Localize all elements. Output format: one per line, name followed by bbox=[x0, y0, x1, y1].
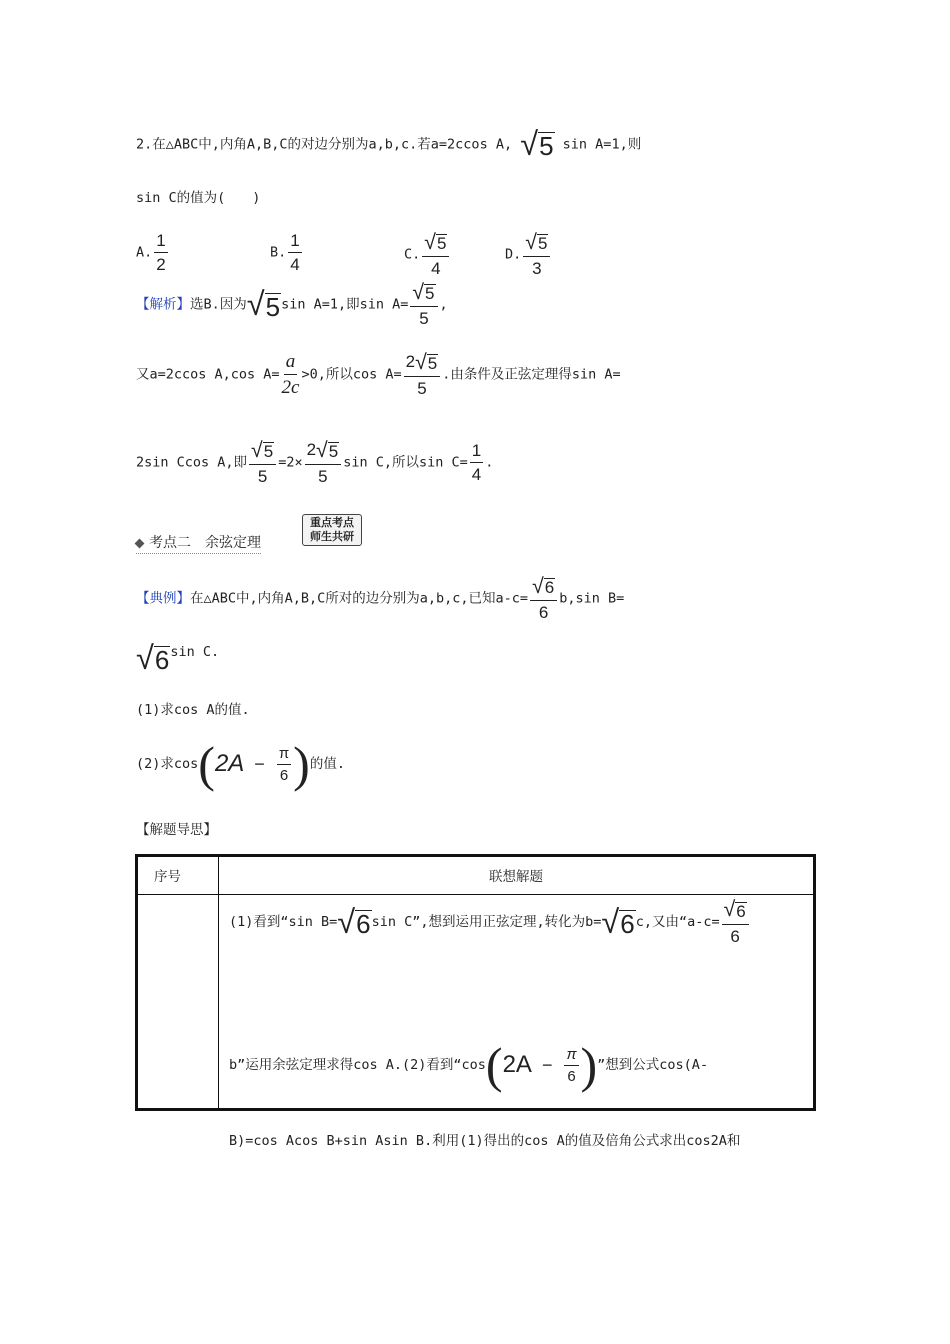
q2-line1 bbox=[136, 126, 642, 162]
section-heading bbox=[136, 533, 261, 554]
minus-sign: − bbox=[254, 754, 265, 774]
fraction bbox=[404, 352, 441, 397]
sqrt-expression: √ 5 bbox=[525, 230, 548, 254]
coefficient: 2 bbox=[405, 352, 416, 372]
solution-text: sin C,所以sin C= bbox=[343, 454, 468, 471]
left-paren: ( bbox=[198, 736, 215, 792]
part1-text: (1)求cos A的值. bbox=[136, 702, 250, 718]
coefficient: 2 bbox=[306, 440, 317, 460]
radicand: 5 bbox=[265, 291, 281, 322]
sqrt-expression: √ 6 bbox=[723, 897, 746, 922]
sqrt5-expression: √ 5 bbox=[520, 126, 554, 162]
example-line1 bbox=[136, 576, 624, 624]
q2-question-text: sin C的值为( ) bbox=[136, 190, 261, 206]
denominator: 6 bbox=[730, 926, 740, 946]
radicand: 6 bbox=[736, 901, 746, 921]
denominator: 6 bbox=[567, 1067, 576, 1085]
denominator: 5 bbox=[419, 309, 429, 329]
solution-text: sin A=1,即sin A= bbox=[281, 296, 409, 313]
guide-heading bbox=[136, 820, 217, 840]
guide-table bbox=[135, 854, 816, 1149]
solution-text: 2sin Ccos A,即 bbox=[136, 454, 248, 471]
fraction bbox=[722, 899, 749, 944]
denominator: 5 bbox=[417, 379, 427, 399]
radicand: 6 bbox=[154, 645, 170, 676]
denominator: 2 bbox=[156, 255, 166, 274]
q2-line2 bbox=[136, 188, 260, 208]
guide-line1 bbox=[229, 899, 751, 945]
radicand: 6 bbox=[356, 908, 371, 939]
option-d bbox=[505, 232, 552, 277]
left-paren: ( bbox=[485, 1037, 503, 1093]
sqrt-expression: √ 5 bbox=[316, 438, 339, 462]
guide-text: B)=cos Acos B+sin Asin B.利用(1)得出的cos A的值及倍角公式求出cos2A和 bbox=[229, 1133, 741, 1149]
guide-heading-text: 【解题导思】 bbox=[136, 822, 217, 838]
badge-line2: 师生共研 bbox=[310, 530, 354, 543]
sqrt6-expression: √ 6 bbox=[136, 640, 170, 676]
fraction bbox=[282, 352, 300, 397]
badge-line1: 重点考点 bbox=[310, 516, 354, 529]
radicand: 5 bbox=[537, 234, 548, 254]
sqrt-expression: √ 5 bbox=[424, 230, 447, 254]
example-part1 bbox=[136, 700, 250, 720]
solution-text: , bbox=[439, 296, 448, 313]
solution-text: . bbox=[485, 454, 494, 471]
radicand: 5 bbox=[425, 284, 435, 304]
numerator: π bbox=[277, 746, 291, 765]
solution-line3 bbox=[136, 440, 493, 488]
example-text: sin C. bbox=[170, 644, 220, 660]
sqrt-expression: √ 5 bbox=[412, 280, 435, 304]
solution-text: >0,所以cos A= bbox=[301, 366, 402, 383]
radicand: 5 bbox=[436, 234, 447, 254]
section-title: 考点二 余弦定理 bbox=[149, 535, 261, 551]
diamond-icon bbox=[135, 538, 145, 548]
sqrt-expression: √ 6 bbox=[532, 574, 555, 598]
guide-text: ”想到公式cos(A- bbox=[597, 1057, 709, 1073]
sqrt5-expression: √ 5 bbox=[246, 286, 281, 323]
numerator: 1 bbox=[470, 442, 483, 463]
numerator: 1 bbox=[288, 232, 301, 253]
header-cell-index bbox=[137, 856, 219, 895]
option-b bbox=[270, 232, 304, 273]
fraction bbox=[564, 1047, 578, 1084]
denominator: 2c bbox=[281, 377, 300, 399]
option-d-label: D. bbox=[505, 246, 522, 263]
radicand: 6 bbox=[544, 578, 555, 598]
row-index-cell bbox=[137, 895, 219, 1110]
radicand: 5 bbox=[263, 442, 274, 462]
header-label: 联想解题 bbox=[489, 869, 543, 885]
radicand: 5 bbox=[328, 442, 339, 462]
fraction bbox=[410, 282, 437, 327]
numerator: 1 bbox=[154, 232, 167, 253]
fraction bbox=[154, 232, 167, 273]
option-c bbox=[404, 232, 451, 277]
example-part2 bbox=[136, 736, 345, 792]
guide-text: sin C”,想到运用正弦定理,转化为b= bbox=[371, 914, 602, 930]
header-cell-content bbox=[219, 856, 815, 895]
denominator: 3 bbox=[532, 259, 542, 279]
denominator: 4 bbox=[431, 259, 441, 279]
part2-text: 的值. bbox=[309, 756, 345, 772]
solution-text: =2× bbox=[278, 454, 303, 471]
option-a-label: A. bbox=[136, 244, 153, 261]
radicand: 6 bbox=[620, 908, 635, 939]
fraction bbox=[523, 232, 550, 277]
minus-sign: − bbox=[541, 1055, 553, 1075]
guide-line2 bbox=[229, 1037, 708, 1093]
option-a bbox=[136, 232, 170, 273]
option-c-label: C. bbox=[404, 246, 421, 263]
guide-text: c,又由“a-c= bbox=[635, 914, 720, 930]
numerator: π bbox=[564, 1047, 578, 1066]
expression: 2A bbox=[214, 750, 245, 777]
solution-text: 选B.因为 bbox=[190, 296, 247, 313]
solution-text: .由条件及正弦定理得sin A= bbox=[442, 366, 621, 383]
fraction bbox=[530, 576, 557, 621]
denominator: 4 bbox=[471, 465, 482, 485]
example-line2 bbox=[136, 642, 219, 678]
sqrt-expression: √ 5 bbox=[251, 438, 274, 462]
denominator: 6 bbox=[538, 603, 549, 623]
example-tag: 【典例】 bbox=[136, 590, 190, 607]
solution-line2 bbox=[136, 352, 621, 400]
guide-text: (1)看到“sin B= bbox=[229, 914, 338, 930]
fraction bbox=[288, 232, 301, 273]
sqrt6-expression: √ 6 bbox=[337, 903, 371, 940]
right-paren: ) bbox=[293, 736, 310, 792]
sqrt6-expression: √ 6 bbox=[601, 903, 635, 940]
expression: 2A bbox=[502, 1051, 532, 1078]
q2-stem-text: 2.在△ABC中,内角A,B,C的对边分别为a,b,c.若a=2ccos A, bbox=[136, 136, 513, 153]
row-content-cell bbox=[219, 895, 815, 1149]
table-header-row bbox=[137, 856, 815, 895]
fraction bbox=[422, 232, 449, 277]
radicand: 5 bbox=[539, 131, 554, 162]
fraction bbox=[305, 440, 342, 485]
radicand: 5 bbox=[427, 354, 438, 374]
q2-options bbox=[136, 220, 736, 279]
part2-text: (2)求cos bbox=[136, 756, 199, 772]
q2-stem-text-end: sin A=1,则 bbox=[562, 136, 642, 153]
sqrt-expression: √ 5 bbox=[415, 350, 438, 374]
guide-line3 bbox=[229, 1131, 740, 1151]
option-b-label: B. bbox=[270, 244, 287, 261]
right-paren: ) bbox=[580, 1037, 598, 1093]
fraction bbox=[470, 442, 483, 483]
section-badge bbox=[302, 514, 362, 546]
denominator: 5 bbox=[318, 467, 328, 487]
solution-line1 bbox=[136, 282, 448, 330]
example-text: b,sin B= bbox=[559, 590, 625, 607]
fraction bbox=[277, 746, 291, 783]
denominator: 6 bbox=[279, 766, 289, 784]
solution-text: 又a=2ccos A,cos A= bbox=[136, 366, 280, 383]
table-row bbox=[137, 895, 815, 1110]
fraction bbox=[249, 440, 276, 485]
header-label: 序号 bbox=[154, 869, 181, 885]
solution-tag: 【解析】 bbox=[136, 296, 190, 313]
denominator: 5 bbox=[257, 467, 268, 487]
guide-text: b”运用余弦定理求得cos A.(2)看到“cos bbox=[229, 1057, 486, 1073]
numerator: a bbox=[284, 352, 298, 375]
denominator: 4 bbox=[290, 255, 300, 274]
example-text: 在△ABC中,内角A,B,C所对的边分别为a,b,c,已知a-c= bbox=[190, 590, 529, 607]
